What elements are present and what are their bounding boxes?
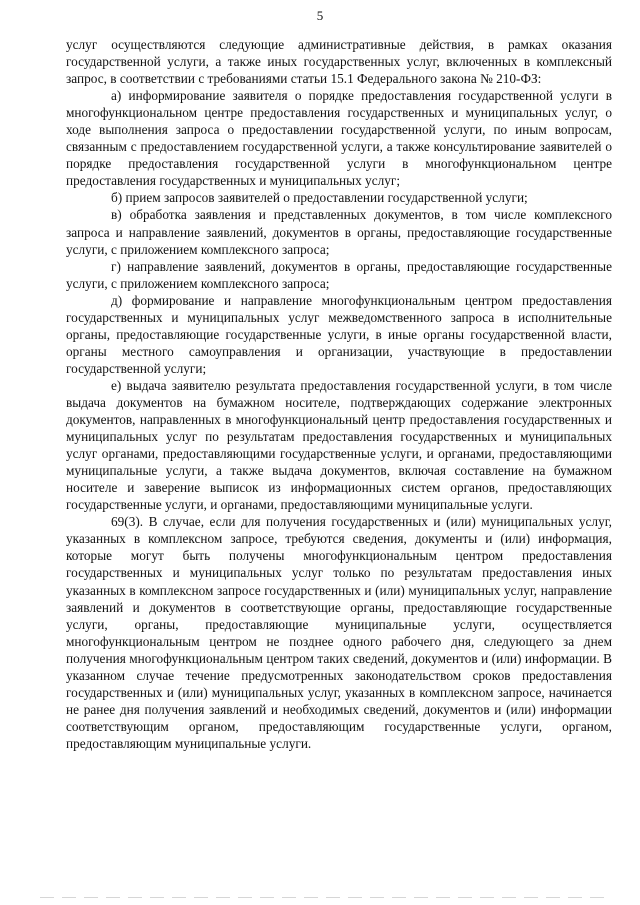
paragraph-item-b: б) прием запросов заявителей о предоставлении государственной услуги; [111, 190, 528, 206]
paragraph-item-g: г) направление заявлений, документов в органы, предоставляющие государственные услуги, с приложением комплексного запроса; [66, 258, 612, 291]
paragraph-intro: услуг осуществляются следующие административные действия, в рамках оказания государственной услуги, а также иных государственных услуг, включенных в комплексный запрос, в соответствии с требованиями статьи 15.1 Федерального закона № 210-ФЗ: [66, 37, 612, 87]
page-number: 5 [316, 8, 324, 23]
paragraph-item-e: е) выдача заявителю результата предоставления государственной услуги, в том числе выдача документов на бумажном носителе, подтверждающих содержание электронных документов, направленных в многофункциональный центр предоставления государственных и муниципальных услуг по результатам предоставления государственных и муниципальных услуг органами, предоставляющими государственные услуги, и органами, предоставляющими муниципальные услуги, а также выдача документов, включая составление на бумажном носителе и заверение выписок из информационных систем органов, предоставляющих государственные услуги, и органами, предоставляющими муниципальные услуги. [66, 377, 612, 513]
paragraph-item-d: д) формирование и направление многофункциональным центром предоставления государственных и муниципальных услуг межведомственного запроса в исполнительные органы, предоставляющие государственные услуги, в иные органы государственной власти, органы местного самоуправления и организации, участвующие в предоставлении государственной услуги; [66, 292, 612, 376]
scan-artifact-line [40, 897, 610, 898]
paragraph-item-v: в) обработка заявления и представленных документов, в том числе комплексного запроса и направление заявлений, документов в органы, предоставляющие государственные услуги, с приложением комплексного запроса; [66, 207, 612, 257]
document-body [66, 36, 612, 752]
paragraph-69-3: 69(3). В случае, если для получения государственных и (или) муниципальных услуг, указанных в комплексном запросе, требуются сведения, документы и (или) информация, которые могут быть получены многофункциональным центром предоставления государственных и муниципальных услуг только по результатам предоставления иных указанных в комплексном запросе государственных и (или) муниципальных услуг, направление заявлений и документов в соответствующие органы, предоставляющие государственные услуги, органы, предоставляющие муниципальные услуги, осуществляется многофункциональным центром не позднее одного рабочего дня, следующего за днем получения многофункциональным центром таких сведений, документов и (или) информации. В указанном случае течение предусмотренных законодательством сроков предоставления государственных и (или) муниципальных услуг, указанных в комплексном запросе, начинается не ранее дня получения заявлений и необходимых сведений, документов и (или) информации соответствующим органом, предоставляющим государственные услуги, органом, предоставляющим муниципальные услуги. [66, 514, 612, 751]
paragraph-item-a: а) информирование заявителя о порядке предоставления государственной услуги в многофункциональном центре предоставления государственных и муниципальных услуг, о ходе выполнения запроса о предоставлении государственной услуги, по иным вопросам, связанным с предоставлением государственной услуги, а также консультирование заявителей о порядке предоставления государственной услуги в многофункциональном центре предоставления государственных и муниципальных услуг; [66, 88, 612, 189]
